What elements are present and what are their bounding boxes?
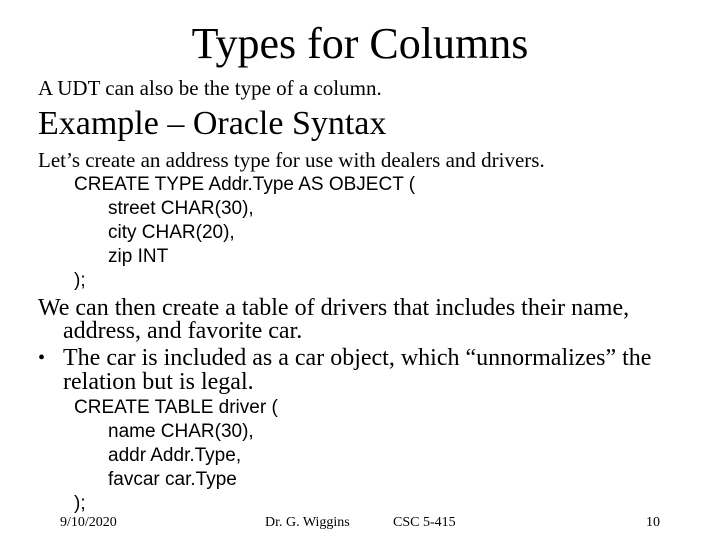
code-line: zip INT	[108, 246, 169, 267]
address-intro-text: Let’s create an address type for use with dealers and drivers.	[38, 148, 545, 172]
footer-course: CSC 5-415	[393, 515, 456, 530]
bullet-text-line: The car is included as a car object, which “unnormalizes” the	[63, 345, 652, 371]
paragraph-line: We can then create a table of drivers that includes their name,	[38, 295, 630, 321]
footer-date: 9/10/2020	[60, 515, 117, 530]
footer-page-number: 10	[646, 515, 660, 530]
slide-title: Types for Columns	[191, 19, 529, 68]
code-line: street CHAR(30),	[108, 198, 254, 219]
code-line: CREATE TABLE driver (	[74, 397, 278, 418]
code-line: CREATE TYPE Addr.Type AS OBJECT (	[74, 174, 416, 195]
example-heading: Example – Oracle Syntax	[38, 105, 387, 142]
paragraph-line: address, and favorite car.	[63, 318, 303, 344]
code-line: addr Addr.Type,	[108, 445, 242, 466]
intro-text: A UDT can also be the type of a column.	[38, 76, 382, 100]
code-line: name CHAR(30),	[108, 421, 254, 442]
code-line: favcar car.Type	[108, 469, 237, 490]
footer-author: Dr. G. Wiggins	[265, 515, 350, 530]
code-line: city CHAR(20),	[108, 222, 235, 243]
bullet-text-line: relation but is legal.	[63, 369, 254, 395]
code-line: );	[74, 270, 86, 291]
bullet-icon: •	[38, 347, 46, 369]
code-line: );	[74, 493, 86, 514]
